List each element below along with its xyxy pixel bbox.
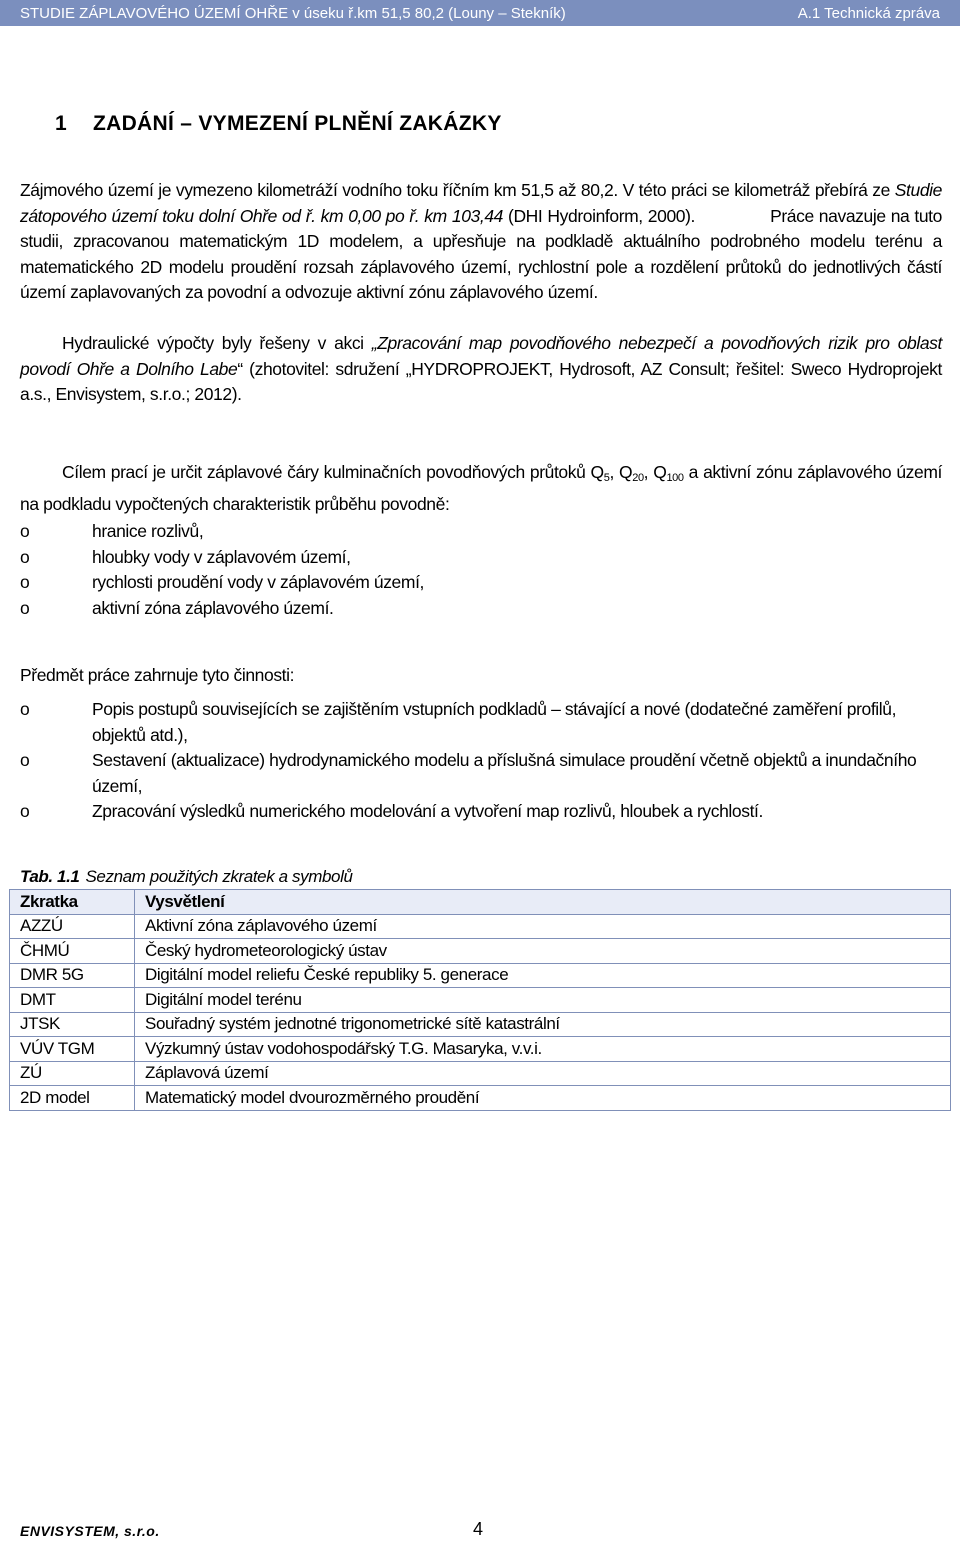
- page-header: [0, 0, 960, 26]
- bullet: o: [20, 699, 30, 719]
- list-item: [20, 799, 942, 825]
- table-row: [10, 963, 951, 988]
- list-item: [20, 545, 942, 571]
- abbreviation-cell: 2D model: [10, 1086, 135, 1111]
- abbreviation-cell: ČHMÚ: [10, 939, 135, 964]
- heading-number: 1: [55, 112, 67, 135]
- intro-p2: Práce navazuje na tuto studii, zpracovanou matematickým 1D modelem, a upřesňuje na podkladě aktuálního podrobného modelu terénu a matematického 2D modelu proudění rozsah záplavového území, rychlostní pole a rozdělení průtoků do jednotlivých částí území zaplavovaných za povodní a odvozuje aktivní zónu záplavového území.: [20, 205, 942, 302]
- goal-list: [20, 519, 942, 621]
- explanation-cell: Aktivní zóna záplavového území: [135, 914, 951, 939]
- scope-item-text: Sestavení (aktualizace) hydrodynamického modelu a příslušná simulace proudění včetně objektů a inundačního území,: [92, 750, 917, 796]
- bullet: o: [20, 521, 30, 541]
- goal-sep-2: , Q: [643, 462, 667, 482]
- goal-sub-100: 100: [666, 472, 684, 484]
- table-header-row: [10, 890, 951, 915]
- page-number: 4: [473, 1519, 484, 1539]
- table-caption-label: Tab. 1.1: [20, 867, 80, 886]
- table-row: [10, 914, 951, 939]
- section-heading: [55, 112, 502, 136]
- abbreviation-cell: VÚV TGM: [10, 1037, 135, 1062]
- table-row: [10, 1086, 951, 1111]
- goal-paragraph: [20, 460, 942, 517]
- abbreviation-cell: JTSK: [10, 1012, 135, 1037]
- scope-item-text: Popis postupů souvisejících se zajištěním vstupních podkladů – stávající a nové (dodatečné zaměření profilů, objektů atd.),: [92, 699, 897, 745]
- intro-p1-study-title: Studie zátopového území toku dolní Ohře od ř. km 0,00 po ř. km 103,44: [20, 180, 942, 226]
- list-item: [20, 596, 942, 622]
- table-row: [10, 1012, 951, 1037]
- intro-p1-a: Zájmového území je vymezeno kilometráží vodního toku říčním km 51,5 až 80,2. V této práci se kilometráž přebírá ze: [20, 180, 895, 200]
- bullet: o: [20, 801, 30, 821]
- goal-sep-1: , Q: [609, 462, 633, 482]
- table-row: [10, 1061, 951, 1086]
- intro-paragraph: [20, 178, 942, 306]
- goal-item-text: hranice rozlivů,: [92, 521, 204, 541]
- bullet: o: [20, 546, 30, 567]
- goal-item-text: rychlosti proudění vody v záplavovém území,: [92, 572, 424, 592]
- bullet: o: [20, 750, 30, 770]
- footer-company: ENVISYSTEM, s.r.o.: [20, 1523, 160, 1539]
- bullet: o: [20, 572, 30, 592]
- abbreviation-cell: DMT: [10, 988, 135, 1013]
- intro-p3-a: Hydraulické výpočty byly řešeny v akci: [62, 333, 372, 353]
- abbreviation-cell: ZÚ: [10, 1061, 135, 1086]
- header-document-title: STUDIE ZÁPLAVOVÉHO ÚZEMÍ OHŘE v úseku ř.km 51,5 80,2 (Louny – Stekník): [20, 4, 566, 22]
- bullet: o: [20, 597, 30, 618]
- scope-item-text: Zpracování výsledků numerického modelování a vytvoření map rozlivů, hloubek a rychlostí.: [92, 801, 763, 821]
- goal-item-text: aktivní zóna záplavového území.: [92, 597, 334, 618]
- list-item: [20, 748, 942, 799]
- table-caption: [20, 867, 353, 887]
- abbreviations-table: [9, 889, 951, 1111]
- intro-p3-project-title: „Zpracování map povodňového nebezpečí a povodňových rizik pro oblast povodí Ohře a Dolního Labe: [20, 333, 942, 379]
- abbreviation-cell: DMR 5G: [10, 963, 135, 988]
- table-row: [10, 988, 951, 1013]
- goal-item-text: hloubky vody v záplavovém území,: [92, 546, 351, 567]
- abbreviation-cell: AZZÚ: [10, 914, 135, 939]
- heading-title: ZADÁNÍ – VYMEZENÍ PLNĚNÍ ZAKÁZKY: [93, 112, 502, 135]
- explanation-cell: Digitální model terénu: [135, 988, 951, 1013]
- header-section-label: A.1 Technická zpráva: [797, 4, 940, 22]
- hydraulics-paragraph: [20, 331, 942, 408]
- column-header-abbreviation: Zkratka: [10, 890, 135, 915]
- table-row: [10, 1037, 951, 1062]
- intro-p3-b: “ (zhotovitel: sdružení „HYDROPROJEKT, Hydrosoft, AZ Consult; řešitel: Sweco Hydroprojekt a.s., Envisystem, s.r.o.; 2012).: [20, 358, 942, 404]
- goal-text-a: Cílem prací je určit záplavové čáry kulminačních povodňových průtoků Q: [62, 462, 604, 482]
- table-caption-text: Seznam použitých zkratek a symbolů: [85, 867, 353, 886]
- goal-sub-5: 5: [603, 472, 610, 484]
- list-item: [20, 570, 942, 596]
- table-row: [10, 939, 951, 964]
- goal-text-b: a aktivní zónu záplavového území na podkladu vypočtených charakteristik průběhu povodně:: [20, 462, 942, 514]
- goal-sub-20: 20: [632, 472, 644, 484]
- explanation-cell: Výzkumný ústav vodohospodářský T.G. Masaryka, v.v.i.: [135, 1037, 951, 1062]
- explanation-cell: Český hydrometeorologický ústav: [135, 939, 951, 964]
- explanation-cell: Digitální model reliefu České republiky 5. generace: [135, 963, 951, 988]
- explanation-cell: Souřadný systém jednotné trigonometrické sítě katastrální: [135, 1012, 951, 1037]
- explanation-cell: Matematický model dvourozměrného proudění: [135, 1086, 951, 1111]
- scope-intro: Předmět práce zahrnuje tyto činnosti:: [20, 665, 295, 685]
- explanation-cell: Záplavová území: [135, 1061, 951, 1086]
- list-item: [20, 519, 942, 545]
- list-item: [20, 697, 942, 748]
- scope-list: [20, 697, 942, 825]
- column-header-explanation: Vysvětlení: [135, 890, 951, 915]
- intro-p1-b: (DHI Hydroinform, 2000).: [502, 205, 696, 226]
